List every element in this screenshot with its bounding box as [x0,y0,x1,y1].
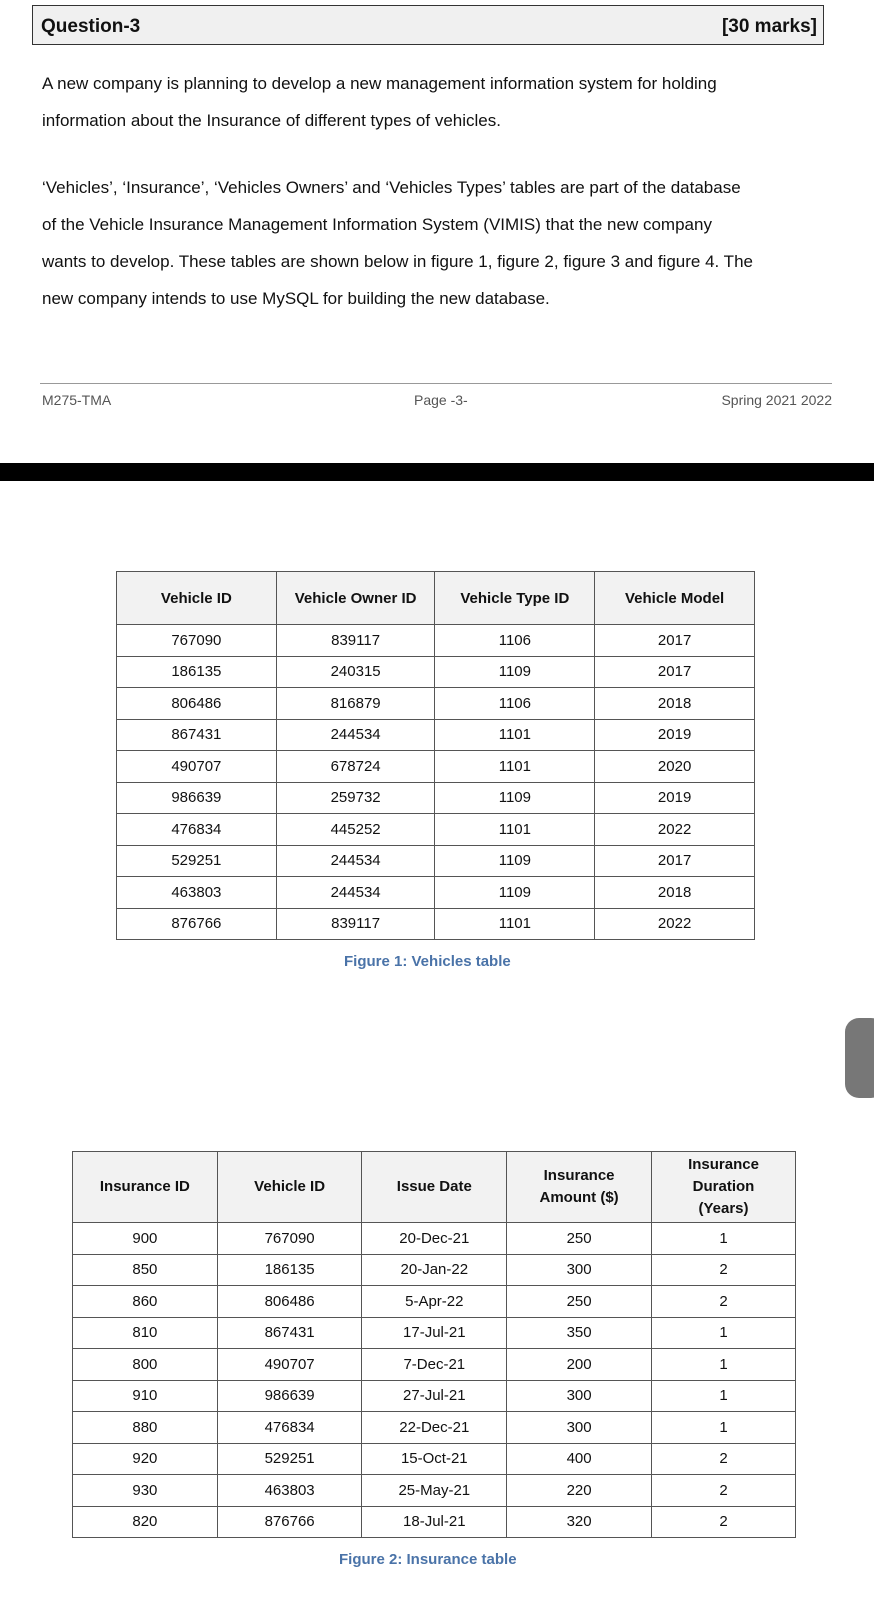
table-cell: 1109 [435,877,595,909]
table-cell: 2018 [595,877,755,909]
table-row [73,1475,796,1507]
table-cell: 2019 [595,782,755,814]
table-row [117,688,755,720]
column-header: Insurance Duration (Years) [652,1152,796,1223]
table-cell: 920 [73,1443,218,1475]
table-cell: 22-Dec-21 [362,1412,507,1444]
table-cell: 839117 [276,908,435,940]
table-cell: 463803 [117,877,277,909]
table-cell: 529251 [217,1443,362,1475]
table-cell: 7-Dec-21 [362,1349,507,1381]
table-header-row [117,572,755,625]
table-row [73,1317,796,1349]
footer-page: Page -3- [414,392,468,408]
table-cell: 2 [652,1506,796,1538]
footer-course: M275-TMA [42,392,112,408]
figure-1-caption: Figure 1: Vehicles table [344,953,511,970]
footer-divider [40,383,832,384]
table-cell: 445252 [276,814,435,846]
table-cell: 850 [73,1254,218,1286]
table-cell: 876766 [217,1506,362,1538]
table-cell: 810 [73,1317,218,1349]
table-cell: 1106 [435,625,595,657]
table-cell: 2017 [595,656,755,688]
table-cell: 300 [507,1254,652,1286]
table-cell: 2022 [595,908,755,940]
table-cell: 186135 [217,1254,362,1286]
table-cell: 1 [652,1380,796,1412]
body-line: wants to develop. These tables are shown below in figure 1, figure 2, figure 3 and figure 4. The [42,252,753,271]
table-cell: 986639 [117,782,277,814]
table-cell: 20-Dec-21 [362,1223,507,1255]
table-cell: 867431 [217,1317,362,1349]
column-header: Vehicle ID [217,1152,362,1223]
scroll-handle[interactable] [845,1018,874,1098]
table-row [73,1349,796,1381]
table-cell: 17-Jul-21 [362,1317,507,1349]
table-cell: 1101 [435,751,595,783]
table-cell: 2020 [595,751,755,783]
table-cell: 20-Jan-22 [362,1254,507,1286]
table-cell: 860 [73,1286,218,1318]
table-cell: 240315 [276,656,435,688]
table-cell: 678724 [276,751,435,783]
table-cell: 900 [73,1223,218,1255]
intro-line: information about the Insurance of different types of vehicles. [42,111,501,130]
table-cell: 244534 [276,845,435,877]
table-row [117,751,755,783]
table-cell: 244534 [276,877,435,909]
question-header [32,5,824,45]
column-header: Vehicle Model [595,572,755,625]
table-cell: 1 [652,1223,796,1255]
table-cell: 1 [652,1412,796,1444]
table-cell: 767090 [217,1223,362,1255]
table-row [73,1223,796,1255]
column-header: Issue Date [362,1152,507,1223]
table-row [117,625,755,657]
table-row [73,1412,796,1444]
table-cell: 15-Oct-21 [362,1443,507,1475]
table-cell: 2 [652,1443,796,1475]
table-cell: 1109 [435,656,595,688]
column-header: Insurance ID [73,1152,218,1223]
intro-line: A new company is planning to develop a new management information system for holding [42,74,717,93]
table-cell: 529251 [117,845,277,877]
table-cell: 490707 [117,751,277,783]
table-cell: 25-May-21 [362,1475,507,1507]
table-cell: 490707 [217,1349,362,1381]
table-cell: 259732 [276,782,435,814]
table-row [117,814,755,846]
table-cell: 350 [507,1317,652,1349]
table-cell: 986639 [217,1380,362,1412]
table-row [117,719,755,751]
table-cell: 27-Jul-21 [362,1380,507,1412]
table-cell: 1101 [435,719,595,751]
table-cell: 320 [507,1506,652,1538]
table-cell: 800 [73,1349,218,1381]
page-break-bar [0,463,874,481]
table-cell: 910 [73,1380,218,1412]
table-row [73,1443,796,1475]
table-row [73,1506,796,1538]
table-cell: 5-Apr-22 [362,1286,507,1318]
table-row [117,845,755,877]
question-marks: [30 marks] [721,16,817,37]
insurance-table [72,1151,796,1538]
table-cell: 1106 [435,688,595,720]
table-row [117,656,755,688]
table-cell: 876766 [117,908,277,940]
table-cell: 476834 [217,1412,362,1444]
table-row [73,1254,796,1286]
table-cell: 463803 [217,1475,362,1507]
body-paragraph [42,169,832,317]
body-line: of the Vehicle Insurance Management Information System (VIMIS) that the new company [42,215,712,234]
table-cell: 806486 [217,1286,362,1318]
table-cell: 1109 [435,782,595,814]
table-cell: 880 [73,1412,218,1444]
table-row [117,908,755,940]
table-cell: 300 [507,1412,652,1444]
table-cell: 300 [507,1380,652,1412]
table-cell: 1109 [435,845,595,877]
table-cell: 2017 [595,845,755,877]
table-header-row [73,1152,796,1223]
table-cell: 839117 [276,625,435,657]
table-cell: 1 [652,1349,796,1381]
table-cell: 2017 [595,625,755,657]
table-cell: 1 [652,1317,796,1349]
column-header: Vehicle Owner ID [276,572,435,625]
intro-paragraph [42,65,832,139]
table-cell: 244534 [276,719,435,751]
table-cell: 220 [507,1475,652,1507]
body-line: new company intends to use MySQL for building the new database. [42,289,550,308]
column-header: Vehicle ID [117,572,277,625]
table-cell: 2019 [595,719,755,751]
table-row [117,877,755,909]
table-cell: 767090 [117,625,277,657]
table-cell: 400 [507,1443,652,1475]
table-row [117,782,755,814]
question-title: Question-3 [41,16,141,37]
table-cell: 2022 [595,814,755,846]
vehicles-table [116,571,755,940]
table-cell: 2018 [595,688,755,720]
table-cell: 820 [73,1506,218,1538]
table-cell: 18-Jul-21 [362,1506,507,1538]
table-row [73,1380,796,1412]
figure-2-caption: Figure 2: Insurance table [339,1551,517,1568]
table-row [73,1286,796,1318]
table-cell: 2 [652,1475,796,1507]
table-cell: 200 [507,1349,652,1381]
table-cell: 2 [652,1254,796,1286]
table-cell: 930 [73,1475,218,1507]
table-cell: 816879 [276,688,435,720]
table-cell: 1101 [435,908,595,940]
footer-term: Spring 2021 2022 [721,392,832,408]
column-header: Vehicle Type ID [435,572,595,625]
column-header: Insurance Amount ($) [507,1152,652,1223]
table-cell: 186135 [117,656,277,688]
table-cell: 806486 [117,688,277,720]
table-cell: 2 [652,1286,796,1318]
table-cell: 1101 [435,814,595,846]
body-line: ‘Vehicles’, ‘Insurance’, ‘Vehicles Owners’ and ‘Vehicles Types’ tables are part of the database [42,178,741,197]
table-cell: 250 [507,1286,652,1318]
table-cell: 476834 [117,814,277,846]
table-cell: 867431 [117,719,277,751]
table-cell: 250 [507,1223,652,1255]
